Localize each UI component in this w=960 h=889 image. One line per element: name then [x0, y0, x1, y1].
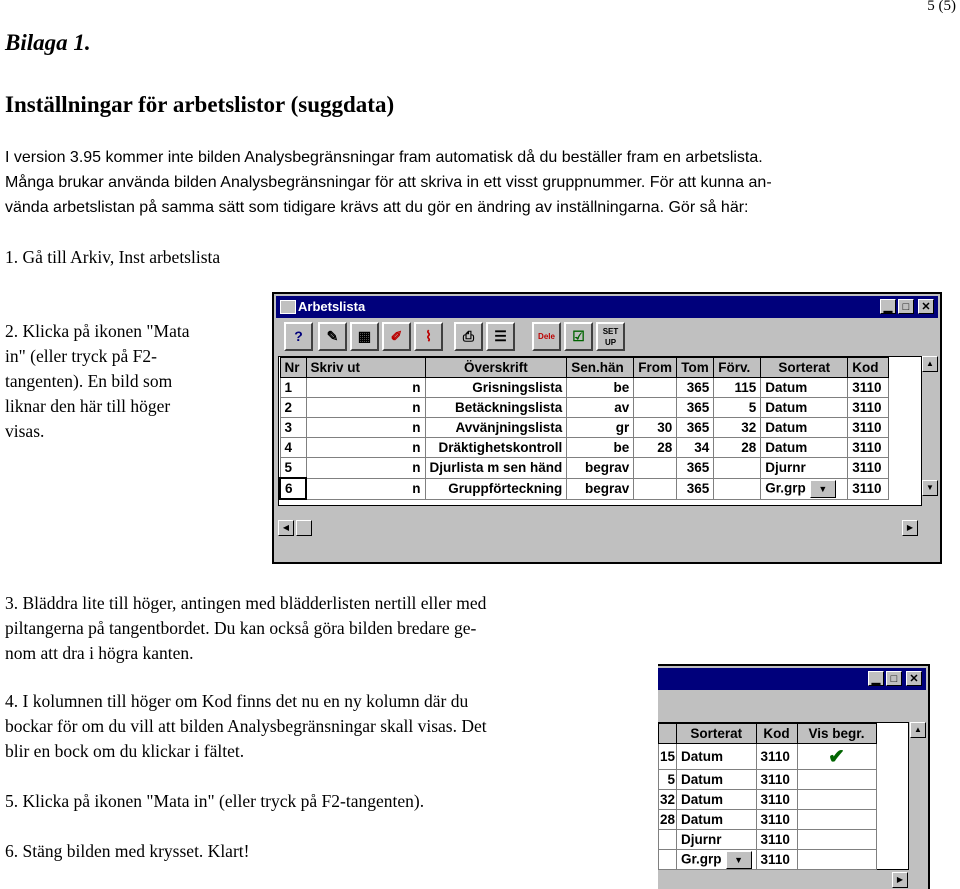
cell-forv[interactable]: 5: [659, 770, 677, 790]
appendix-label: Bilaga 1.: [5, 30, 91, 55]
table-row[interactable]: [280, 478, 889, 499]
step-4: [5, 689, 487, 764]
cell-skriv-ut[interactable]: n: [306, 438, 425, 458]
cell-sorterat[interactable]: Datum: [761, 378, 848, 398]
col-sen-han[interactable]: Sen.hän: [567, 358, 634, 378]
cell-tom[interactable]: 365: [677, 458, 714, 479]
cell-sorterat[interactable]: [761, 478, 848, 499]
col-skriv-ut[interactable]: Skriv ut: [306, 358, 425, 378]
sorterat-value: Gr.grp: [765, 480, 806, 496]
cell-overskrift[interactable]: Gruppförteckning: [425, 478, 567, 499]
col-forv[interactable]: [659, 724, 677, 744]
cell-forv[interactable]: 115: [714, 378, 761, 398]
col-sorterat[interactable]: Sorterat: [677, 724, 757, 744]
delete-icon[interactable]: Dele: [532, 322, 561, 351]
intro-line: vända arbetslistan på samma sätt som tidigare krävs att du gör en ändring av inställningarna. Gör så här:: [5, 199, 749, 216]
cell-vis-begr[interactable]: [797, 850, 876, 870]
window-title: Arbetslista: [298, 299, 366, 314]
cell-kod[interactable]: 3110: [848, 418, 889, 438]
cell-nr[interactable]: 4: [280, 438, 306, 458]
col-nr[interactable]: Nr: [280, 358, 306, 378]
worklist-table: [658, 723, 877, 870]
cell-kod[interactable]: 3110: [848, 478, 889, 499]
columns-icon[interactable]: ▦: [350, 322, 379, 351]
col-sorterat[interactable]: Sorterat: [761, 358, 848, 378]
cell-forv[interactable]: [659, 850, 677, 870]
col-from[interactable]: From: [634, 358, 677, 378]
header-row: [280, 358, 889, 378]
scroll-right-icon[interactable]: ▶: [892, 872, 908, 888]
cell-sen-han[interactable]: av: [567, 398, 634, 418]
brush-icon[interactable]: ⌇: [414, 322, 443, 351]
scroll-right-icon[interactable]: ▶: [902, 520, 918, 536]
cell-sorterat[interactable]: Datum: [677, 770, 757, 790]
cell-from[interactable]: [634, 458, 677, 479]
cell-kod[interactable]: 3110: [756, 770, 797, 790]
cell-kod[interactable]: 3110: [756, 830, 797, 850]
step-5: 5. Klicka på ikonen "Mata in" (eller tryck på F2-tangenten).: [5, 791, 425, 811]
cell-vis-begr[interactable]: [797, 790, 876, 810]
cell-tom[interactable]: 365: [677, 478, 714, 499]
cell-skriv-ut[interactable]: n: [306, 478, 425, 499]
cell-forv[interactable]: [659, 830, 677, 850]
cell-sorterat[interactable]: Djurnr: [677, 830, 757, 850]
col-kod[interactable]: Kod: [848, 358, 889, 378]
title-bar: [658, 668, 926, 690]
cell-kod[interactable]: 3110: [756, 810, 797, 830]
step-line: tangenten). En bild som: [5, 371, 173, 391]
worklist-table: [279, 357, 889, 500]
horizontal-scrollbar[interactable]: [278, 520, 918, 536]
table-row[interactable]: [280, 418, 889, 438]
cell-skriv-ut[interactable]: n: [306, 418, 425, 438]
cell-sorterat[interactable]: Djurnr: [761, 458, 848, 479]
table-row[interactable]: [659, 830, 877, 850]
cell-kod[interactable]: 3110: [848, 398, 889, 418]
table-row[interactable]: [280, 398, 889, 418]
arbetslista-window: [272, 292, 942, 564]
table-row[interactable]: [659, 744, 877, 770]
cell-kod[interactable]: 3110: [848, 438, 889, 458]
cell-overskrift[interactable]: Grisningslista: [425, 378, 567, 398]
cell-kod[interactable]: 3110: [756, 744, 797, 770]
cell-kod[interactable]: 3110: [848, 378, 889, 398]
cell-forv[interactable]: 28: [659, 810, 677, 830]
minimize-button[interactable]: ▁: [868, 671, 884, 686]
cell-forv[interactable]: 28: [714, 438, 761, 458]
cell-overskrift[interactable]: Avvänjningslista: [425, 418, 567, 438]
step-line: 3. Bläddra lite till höger, antingen med blädderlisten nertill eller med: [5, 593, 487, 613]
cell-from[interactable]: [634, 478, 677, 499]
setup-icon[interactable]: SET UP: [596, 322, 625, 351]
scroll-thumb[interactable]: [296, 520, 312, 536]
cell-forv[interactable]: 32: [659, 790, 677, 810]
cell-nr[interactable]: 1: [280, 378, 306, 398]
cell-kod[interactable]: 3110: [756, 790, 797, 810]
cell-from[interactable]: 28: [634, 438, 677, 458]
table-row[interactable]: [280, 458, 889, 479]
scroll-up-icon[interactable]: ▲: [922, 356, 938, 372]
intro-paragraph: [5, 145, 955, 220]
cell-tom[interactable]: 34: [677, 438, 714, 458]
col-kod[interactable]: Kod: [756, 724, 797, 744]
scroll-left-icon[interactable]: ◀: [278, 520, 294, 536]
cell-vis-begr[interactable]: [797, 830, 876, 850]
close-button[interactable]: ✕: [906, 671, 922, 686]
cell-sen-han[interactable]: begrav: [567, 478, 634, 499]
header-row: [659, 724, 877, 744]
step-6: 6. Stäng bilden med krysset. Klart!: [5, 841, 250, 861]
sorterat-value: Gr.grp: [681, 851, 722, 867]
col-forv[interactable]: Förv.: [714, 358, 761, 378]
dropdown-arrow-icon[interactable]: ▼: [726, 851, 752, 869]
step-3: [5, 591, 486, 666]
cell-from[interactable]: [634, 378, 677, 398]
table-row[interactable]: [659, 790, 877, 810]
cell-skriv-ut[interactable]: n: [306, 458, 425, 479]
cell-skriv-ut[interactable]: n: [306, 378, 425, 398]
cell-sorterat[interactable]: Datum: [761, 398, 848, 418]
cell-forv[interactable]: 32: [714, 418, 761, 438]
step-line: liknar den här till höger: [5, 396, 171, 416]
page-title: Inställningar för arbetslistor (suggdata): [5, 92, 395, 117]
step-line: nom att dra i högra kanten.: [5, 643, 194, 663]
step-line: 4. I kolumnen till höger om Kod finns det nu en ny kolumn där du: [5, 691, 469, 711]
checkmark-icon[interactable]: ✔: [797, 744, 876, 770]
cell-sorterat[interactable]: Datum: [677, 790, 757, 810]
step-1: 1. Gå till Arkiv, Inst arbetslista: [5, 247, 221, 267]
cell-sen-han[interactable]: gr: [567, 418, 634, 438]
col-vis-begr[interactable]: Vis begr.: [797, 724, 876, 744]
worklist-grid: [278, 356, 922, 506]
cell-sorterat[interactable]: Datum: [677, 744, 757, 770]
cell-nr[interactable]: 6: [280, 478, 306, 499]
cell-kod[interactable]: 3110: [848, 458, 889, 479]
col-overskrift[interactable]: Överskrift: [425, 358, 567, 378]
cell-sorterat[interactable]: [677, 850, 757, 870]
cell-overskrift[interactable]: Djurlista m sen händ: [425, 458, 567, 479]
col-tom[interactable]: Tom: [677, 358, 714, 378]
scroll-down-icon[interactable]: ▼: [922, 480, 938, 496]
step-line: 2. Klicka på ikonen "Mata: [5, 321, 190, 341]
cell-forv[interactable]: [714, 478, 761, 499]
dropdown-arrow-icon[interactable]: ▼: [810, 480, 836, 498]
cell-overskrift[interactable]: Betäckningslista: [425, 398, 567, 418]
table-row[interactable]: [280, 438, 889, 458]
print-icon[interactable]: ⎙: [454, 322, 483, 351]
cell-vis-begr[interactable]: [797, 810, 876, 830]
cell-forv[interactable]: [714, 458, 761, 479]
help-icon[interactable]: ?: [284, 322, 313, 351]
edit-icon[interactable]: ✎: [318, 322, 347, 351]
page-number: 5 (5): [927, 0, 956, 14]
vertical-scrollbar[interactable]: [910, 722, 926, 868]
maximize-button[interactable]: □: [898, 299, 914, 314]
cell-nr[interactable]: 5: [280, 458, 306, 479]
eraser-icon[interactable]: ✐: [382, 322, 411, 351]
cell-sen-han[interactable]: begrav: [567, 458, 634, 479]
cell-kod[interactable]: 3110: [756, 850, 797, 870]
scroll-up-icon[interactable]: ▲: [910, 722, 926, 738]
vertical-scrollbar[interactable]: [922, 356, 938, 504]
step-2: [5, 319, 190, 444]
intro-line: Många brukar använda bilden Analysbegränsningar för att skriva in ett visst gruppnummer. För att kunna an-: [5, 174, 772, 191]
cell-forv[interactable]: 5: [714, 398, 761, 418]
cell-sorterat[interactable]: Datum: [677, 810, 757, 830]
worklist-grid: [658, 722, 909, 870]
maximize-button[interactable]: □: [886, 671, 902, 686]
step-line: visas.: [5, 421, 45, 441]
cell-sorterat[interactable]: Datum: [761, 438, 848, 458]
table-row[interactable]: [659, 850, 877, 870]
cell-vis-begr[interactable]: [797, 770, 876, 790]
step-line: bockar för om du vill att bilden Analysbegränsningar skall visas. Det: [5, 716, 487, 736]
table-row[interactable]: [659, 770, 877, 790]
horizontal-scrollbar[interactable]: [658, 872, 908, 888]
cell-from[interactable]: 30: [634, 418, 677, 438]
toolbar: [278, 320, 936, 354]
table-row[interactable]: [280, 378, 889, 398]
step-line: in" (eller tryck på F2-: [5, 346, 157, 366]
table-row[interactable]: [659, 810, 877, 830]
step-line: blir en bock om du klickar i fältet.: [5, 741, 245, 761]
checklist-icon[interactable]: ☑: [564, 322, 593, 351]
cell-forv[interactable]: 15: [659, 744, 677, 770]
cell-sen-han[interactable]: be: [567, 438, 634, 458]
cell-nr[interactable]: 2: [280, 398, 306, 418]
minimize-button[interactable]: ▁: [880, 299, 896, 314]
cell-from[interactable]: [634, 398, 677, 418]
cell-tom[interactable]: 365: [677, 378, 714, 398]
arbetslista-window-scrolled: [658, 664, 930, 889]
cell-tom[interactable]: 365: [677, 398, 714, 418]
window-menu-icon[interactable]: [280, 300, 296, 314]
list-icon[interactable]: ☰: [486, 322, 515, 351]
cell-skriv-ut[interactable]: n: [306, 398, 425, 418]
step-line: piltangerna på tangentbordet. Du kan också göra bilden bredare ge-: [5, 618, 477, 638]
cell-sorterat[interactable]: Datum: [761, 418, 848, 438]
title-bar: [276, 296, 938, 318]
cell-nr[interactable]: 3: [280, 418, 306, 438]
cell-overskrift[interactable]: Dräktighetskontroll: [425, 438, 567, 458]
close-button[interactable]: ✕: [918, 299, 934, 314]
intro-line: I version 3.95 kommer inte bilden Analysbegränsningar fram automatisk då du beställer fram en arbetslista.: [5, 149, 763, 166]
cell-tom[interactable]: 365: [677, 418, 714, 438]
cell-sen-han[interactable]: be: [567, 378, 634, 398]
